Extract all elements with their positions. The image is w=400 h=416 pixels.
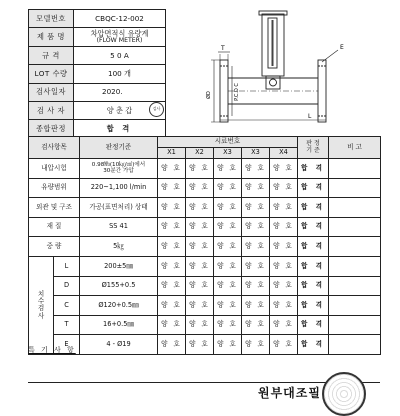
- judgement-cell: 합 격: [298, 276, 329, 296]
- lot-qty-value: 100 개: [74, 65, 166, 83]
- result-cell: 양 호: [214, 237, 242, 257]
- criteria-appearance: 가공(표면처리) 상태: [80, 198, 158, 218]
- result-cell: 양 호: [186, 276, 214, 296]
- judgement-cell: 합 격: [298, 256, 329, 276]
- header-sample-x3: X3: [214, 148, 242, 159]
- result-cell: 양 호: [158, 198, 186, 218]
- criteria-flow-range: 220~1,100 l/min: [80, 178, 158, 198]
- dimension-group-char: 검: [37, 304, 45, 313]
- result-cell: 양 호: [158, 237, 186, 257]
- company-seal-icon: [322, 372, 366, 416]
- drawing-label-e: E: [340, 44, 344, 51]
- drawing-label-d: ØD: [206, 91, 212, 99]
- result-cell: 양 호: [186, 159, 214, 179]
- result-cell: 양 호: [270, 178, 298, 198]
- header-sample-x4: X4: [270, 148, 298, 159]
- result-cell: 양 호: [158, 276, 186, 296]
- result-cell: 양 호: [270, 159, 298, 179]
- result-cell: 양 호: [270, 315, 298, 335]
- remarks-cell: [329, 256, 381, 276]
- result-cell: 양 호: [158, 256, 186, 276]
- criteria-dim-l: 200±5㎜: [80, 256, 158, 276]
- result-cell: 양 호: [186, 256, 214, 276]
- inspector-name: 양 춘 갑: [106, 105, 133, 115]
- result-cell: 양 호: [214, 217, 242, 237]
- dimension-group-char: 사: [37, 311, 45, 320]
- result-cell: 양 호: [214, 315, 242, 335]
- result-cell: 양 호: [270, 335, 298, 355]
- table-row: [29, 276, 381, 296]
- result-cell: 양 호: [186, 178, 214, 198]
- inspection-results-table: [28, 136, 381, 355]
- result-cell: 양 호: [186, 198, 214, 218]
- remarks-cell: [329, 198, 381, 218]
- result-cell: 양 호: [242, 159, 270, 179]
- header-sample-number: 시료번호: [158, 137, 298, 148]
- header-sample-x2: X2: [186, 148, 214, 159]
- result-cell: 양 호: [214, 159, 242, 179]
- table-row: [29, 217, 381, 237]
- criteria-pressure-test: [80, 159, 158, 179]
- table-row: [29, 159, 381, 179]
- product-name-korean: 차압면적식 유량계: [90, 29, 149, 39]
- inspection-date-value: 2020.: [74, 83, 166, 101]
- remarks-cell: [329, 335, 381, 355]
- item-flow-range: 유량범위: [29, 178, 80, 198]
- result-cell: 양 호: [242, 178, 270, 198]
- result-cell: 양 호: [214, 198, 242, 218]
- flow-meter-drawing: [170, 8, 392, 126]
- criteria-weight: 5㎏: [80, 237, 158, 257]
- criteria-dim-c: Ø120+0.5㎜: [80, 296, 158, 316]
- result-cell: 양 호: [186, 296, 214, 316]
- result-cell: 양 호: [242, 335, 270, 355]
- table-row: [29, 237, 381, 257]
- judgement-cell: 합 격: [298, 237, 329, 257]
- header-sample-x3b: X3: [242, 148, 270, 159]
- inspector-cell: [74, 101, 166, 119]
- result-cell: 양 호: [242, 256, 270, 276]
- model-number-value: CBQC-12-002: [74, 10, 166, 28]
- inspector-label: 검 사 자: [29, 101, 74, 119]
- result-cell: 양 호: [158, 178, 186, 198]
- result-cell: 양 호: [158, 217, 186, 237]
- result-cell: 양 호: [242, 198, 270, 218]
- table-row: [29, 256, 381, 276]
- result-cell: 양 호: [270, 237, 298, 257]
- lot-qty-label: LOT 수량: [29, 65, 74, 83]
- dim-symbol-d: D: [54, 276, 80, 296]
- judgement-cell: 합 격: [298, 315, 329, 335]
- remarks-cell: [329, 315, 381, 335]
- item-material: 재 질: [29, 217, 80, 237]
- result-cell: 양 호: [214, 296, 242, 316]
- drawing-label-c: P.C.D C: [234, 83, 240, 101]
- dimension-group-char: 치: [37, 289, 45, 298]
- remarks-cell: [329, 217, 381, 237]
- criteria-pressure-line2: 30분간 가압: [103, 168, 134, 175]
- special-notes-label: 특 기 사 항: [28, 346, 76, 354]
- judgement-cell: 합 격: [298, 178, 329, 198]
- dim-symbol-e: E: [54, 335, 80, 355]
- result-cell: 양 호: [242, 315, 270, 335]
- dim-symbol-l: L: [54, 256, 80, 276]
- overall-result-label: 종합판정: [29, 120, 74, 138]
- result-cell: 양 호: [158, 335, 186, 355]
- dim-symbol-c: C: [54, 296, 80, 316]
- item-pressure-test: 내압시험: [29, 159, 80, 179]
- header-criteria: 판정기준: [80, 137, 158, 159]
- result-cell: 양 호: [214, 178, 242, 198]
- drawing-label-l: L: [308, 113, 312, 120]
- result-cell: 양 호: [214, 276, 242, 296]
- result-cell: 양 호: [214, 335, 242, 355]
- model-number-label: 모델번호: [29, 10, 74, 28]
- criteria-pressure-line1: 0.98㎫(10㎏/㎠)에서: [91, 162, 146, 169]
- remarks-cell: [329, 159, 381, 179]
- result-cell: 양 호: [242, 296, 270, 316]
- item-appearance: 외관 및 구조: [29, 198, 80, 218]
- criteria-dim-t: 16+0.5㎜: [80, 315, 158, 335]
- left-flange: [220, 60, 228, 122]
- drawing-label-t: T: [221, 45, 225, 52]
- result-cell: 양 호: [270, 296, 298, 316]
- criteria-dim-d: Ø155+0.5: [80, 276, 158, 296]
- item-weight: 중 량: [29, 237, 80, 257]
- dim-symbol-t: T: [54, 315, 80, 335]
- judgement-cell: 합 격: [298, 296, 329, 316]
- product-name-label: 제 품 명: [29, 28, 74, 46]
- result-cell: 양 호: [270, 256, 298, 276]
- result-cell: 양 호: [186, 237, 214, 257]
- result-cell: 양 호: [270, 198, 298, 218]
- result-cell: 양 호: [158, 315, 186, 335]
- result-cell: 양 호: [158, 296, 186, 316]
- judgement-cell: 합 격: [298, 217, 329, 237]
- judgement-cell: 합 격: [298, 198, 329, 218]
- product-name-value: [74, 28, 166, 46]
- result-cell: 양 호: [270, 217, 298, 237]
- table-row: [29, 178, 381, 198]
- inspection-date-label: 검사일자: [29, 83, 74, 101]
- result-cell: 양 호: [158, 159, 186, 179]
- result-cell: 양 호: [186, 217, 214, 237]
- dimension-group-char: 수: [37, 297, 45, 306]
- dimension-group-label: [29, 256, 54, 354]
- header-item: 검사항목: [29, 137, 80, 159]
- result-cell: 양 호: [242, 217, 270, 237]
- header-sample-x1: X1: [158, 148, 186, 159]
- remarks-cell: [329, 237, 381, 257]
- result-cell: 양 호: [242, 237, 270, 257]
- header-judgement: 판 정 기 준: [298, 137, 329, 159]
- product-info-table: [28, 9, 166, 139]
- header-remarks: 비 고: [329, 137, 381, 159]
- result-cell: 양 호: [186, 315, 214, 335]
- judgement-cell: 합 격: [298, 335, 329, 355]
- result-cell: 양 호: [242, 276, 270, 296]
- result-cell: 양 호: [214, 256, 242, 276]
- table-row: [29, 198, 381, 218]
- judgement-cell: 합 격: [298, 159, 329, 179]
- table-row: [29, 335, 381, 355]
- product-name-english: (FLOW METER): [96, 36, 143, 44]
- criteria-material: SS 41: [80, 217, 158, 237]
- remarks-cell: [329, 178, 381, 198]
- criteria-dim-e: 4 - Ø19: [80, 335, 158, 355]
- table-row: [29, 315, 381, 335]
- overall-result-value: 합 격: [74, 120, 166, 138]
- right-flange: [318, 60, 326, 122]
- remarks-cell: [329, 296, 381, 316]
- table-row: [29, 296, 381, 316]
- spec-value: 5 0 A: [74, 46, 166, 64]
- spec-label: 규 격: [29, 46, 74, 64]
- remarks-cell: [329, 276, 381, 296]
- result-cell: 양 호: [186, 335, 214, 355]
- inspector-stamp: 검사: [149, 102, 164, 117]
- result-cell: 양 호: [270, 276, 298, 296]
- company-name: 원부대조필: [258, 386, 321, 400]
